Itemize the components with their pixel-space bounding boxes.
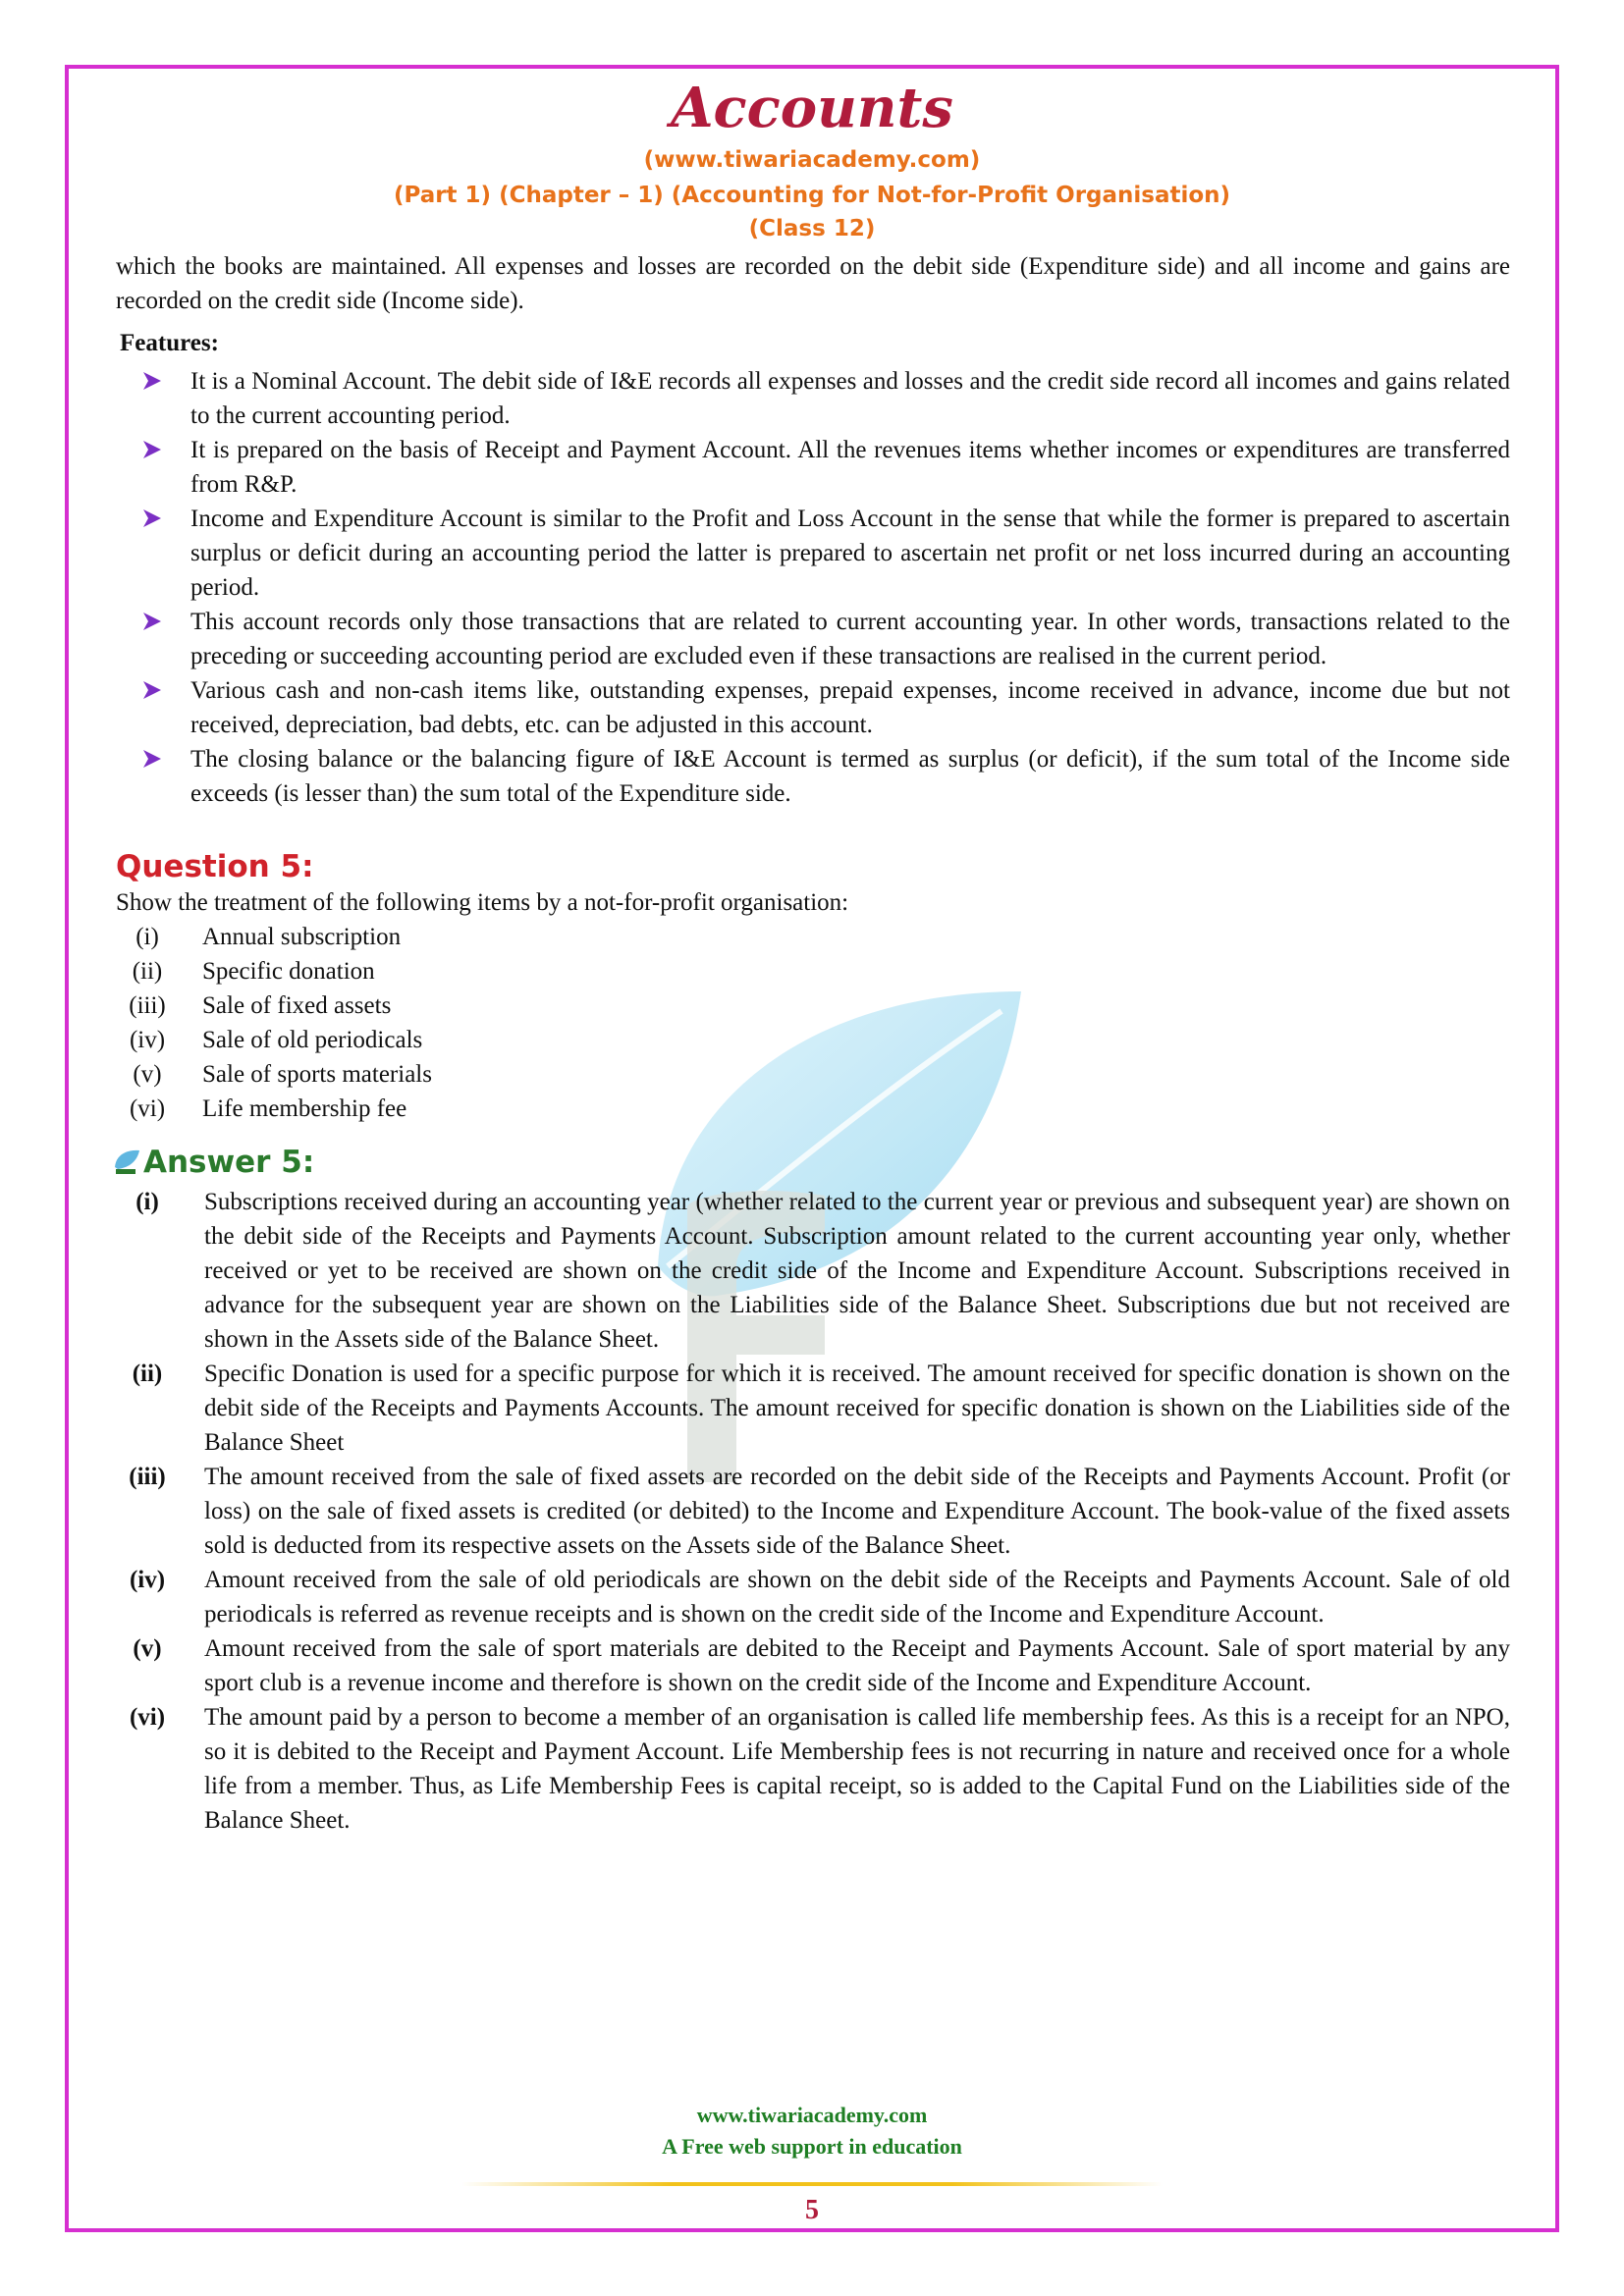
answer-item bbox=[116, 1460, 1510, 1563]
item-text: Sale of old periodicals bbox=[202, 1027, 423, 1053]
intro-paragraph: which the books are maintained. All expenses and losses are recorded on the debit side (Expenditure side) and all income and gains are recorded on the credit side (Income side). bbox=[116, 253, 1510, 314]
answer-heading: Answer 5: bbox=[143, 1145, 315, 1180]
feature-item bbox=[116, 364, 1510, 433]
answer-heading-row bbox=[116, 1144, 1510, 1181]
feature-item bbox=[116, 502, 1510, 605]
question-item bbox=[116, 1092, 1510, 1126]
question-item bbox=[116, 954, 1510, 988]
arrow-bullet-icon bbox=[141, 370, 163, 392]
item-text: Annual subscription bbox=[202, 924, 402, 950]
header-chapter: (Part 1) (Chapter – 1) (Accounting for Not-for-Profit Organisation) bbox=[393, 183, 1231, 208]
arrow-bullet-icon bbox=[141, 748, 163, 770]
item-text: The amount received from the sale of fixed assets are recorded on the debit side of the Receipts and Payments Account. Profit (or loss) on the sale of fixed assets is credited (or debited) to the Income and Expenditure Account. The book-value of the fixed assets sold is deducted from its respective assets on the Assets side of the Balance Sheet. bbox=[204, 1464, 1510, 1559]
features-heading: Features: bbox=[120, 330, 219, 356]
feature-item bbox=[116, 605, 1510, 673]
page-title: Accounts bbox=[671, 76, 953, 140]
item-number: (i) bbox=[135, 924, 159, 950]
header-website: (www.tiwariacademy.com) bbox=[643, 147, 981, 173]
item-text: The amount paid by a person to become a member of an organisation is called life membership fees. As this is a receipt for an NPO, so it is debited to the Receipt and Payment Account. Life Membership fees is not recurring in nature and received once for a whole life from a member. Thus, as Life Membership Fees is capital receipt, so is added to the Capital Fund on the Liabilities side of the Balance Sheet. bbox=[204, 1704, 1510, 1834]
arrow-bullet-icon bbox=[141, 611, 163, 632]
feature-text: This account records only those transactions that are related to current accounting year. In other words, transactions related to the preceding or succeeding accounting period are excluded even if these transactions are realised in the current period. bbox=[190, 609, 1510, 669]
item-text: Sale of sports materials bbox=[202, 1061, 432, 1088]
header-class: (Class 12) bbox=[748, 216, 876, 241]
tiwari-logo-icon bbox=[112, 1148, 141, 1177]
item-text: Specific Donation is used for a specific purpose for which it is received. The amount received for specific donation is shown on the debit side of the Receipts and Payments Accounts. The amount received for specific donation is shown on the Liabilities side of the Balance Sheet bbox=[204, 1361, 1510, 1456]
item-text: Sale of fixed assets bbox=[202, 992, 392, 1019]
arrow-bullet-icon bbox=[141, 679, 163, 701]
item-number: (vi) bbox=[129, 1704, 166, 1731]
question-item bbox=[116, 988, 1510, 1023]
item-number: (ii) bbox=[132, 1361, 163, 1387]
question-item bbox=[116, 1057, 1510, 1092]
page-content bbox=[116, 249, 1510, 1838]
feature-item bbox=[116, 742, 1510, 811]
item-number: (ii) bbox=[132, 958, 163, 985]
footer-divider bbox=[461, 2182, 1163, 2186]
answer-item bbox=[116, 1700, 1510, 1838]
item-text: Specific donation bbox=[202, 958, 375, 985]
item-number: (v) bbox=[133, 1635, 162, 1662]
question-item bbox=[116, 1023, 1510, 1057]
item-number: (vi) bbox=[129, 1095, 166, 1122]
answer-list bbox=[116, 1185, 1510, 1838]
feature-text: It is a Nominal Account. The debit side of I&E records all expenses and losses and the credit side record all incomes and gains related to the current accounting period. bbox=[190, 368, 1510, 429]
footer-website-link[interactable]: www.tiwariacademy.com bbox=[696, 2103, 928, 2127]
item-number: (iii) bbox=[129, 992, 166, 1019]
answer-item bbox=[116, 1631, 1510, 1700]
item-number: (i) bbox=[135, 1189, 159, 1215]
question-item bbox=[116, 920, 1510, 954]
item-number: (iv) bbox=[129, 1027, 166, 1053]
feature-text: Income and Expenditure Account is similar to the Profit and Loss Account in the sense that while the former is prepared to ascertain surplus or deficit during an accounting period the latter is prepared to ascertain net profit or net loss incurred during an accounting period. bbox=[190, 506, 1510, 601]
page-number: 5 bbox=[805, 2195, 819, 2225]
question-intro: Show the treatment of the following items by a not-for-profit organisation: bbox=[116, 889, 849, 916]
item-number: (iii) bbox=[129, 1464, 166, 1490]
item-text: Life membership fee bbox=[202, 1095, 407, 1122]
item-text: Amount received from the sale of sport materials are debited to the Receipt and Payments Account. Sale of sport material by any sport club is a revenue income and therefore is shown on the credit side of the Income and Expenditure Account. bbox=[204, 1635, 1510, 1696]
item-text: Subscriptions received during an accounting year (whether related to the current year or previous and subsequent year) are shown on the debit side of the Receipts and Payments Account. Subscription amount related to the current accounting year only, whether received or yet to be received are shown on the credit side of the Income and Expenditure Account. Subscriptions received in advance for the subsequent year are shown on the Liabilities side of the Balance Sheet. Subscriptions due but not received are shown in the Assets side of the Balance Sheet. bbox=[204, 1189, 1510, 1353]
feature-item bbox=[116, 673, 1510, 742]
item-number: (v) bbox=[133, 1061, 162, 1088]
feature-text: The closing balance or the balancing figure of I&E Account is termed as surplus (or deficit), if the sum total of the Income side exceeds (is lesser than) the sum total of the Expenditure side. bbox=[190, 746, 1510, 807]
answer-item bbox=[116, 1563, 1510, 1631]
question-list bbox=[116, 920, 1510, 1126]
features-list bbox=[116, 364, 1510, 811]
arrow-bullet-icon bbox=[141, 439, 163, 460]
item-text: Amount received from the sale of old periodicals are shown on the debit side of the Receipts and Payments Account. Sale of old periodicals is referred as revenue receipts and is shown on the credit side of the Income and Expenditure Account. bbox=[204, 1567, 1510, 1628]
arrow-bullet-icon bbox=[141, 507, 163, 529]
feature-text: It is prepared on the basis of Receipt and Payment Account. All the revenues items whether incomes or expenditures are transferred from R&P. bbox=[190, 437, 1510, 498]
answer-item bbox=[116, 1357, 1510, 1460]
question-heading: Question 5: bbox=[116, 849, 314, 884]
feature-text: Various cash and non-cash items like, outstanding expenses, prepaid expenses, income received in advance, income due but not received, depreciation, bad debts, etc. can be adjusted in this account. bbox=[190, 677, 1510, 738]
footer-tagline: A Free web support in education bbox=[662, 2134, 962, 2159]
item-number: (iv) bbox=[129, 1567, 166, 1593]
feature-item bbox=[116, 433, 1510, 502]
answer-item bbox=[116, 1185, 1510, 1357]
